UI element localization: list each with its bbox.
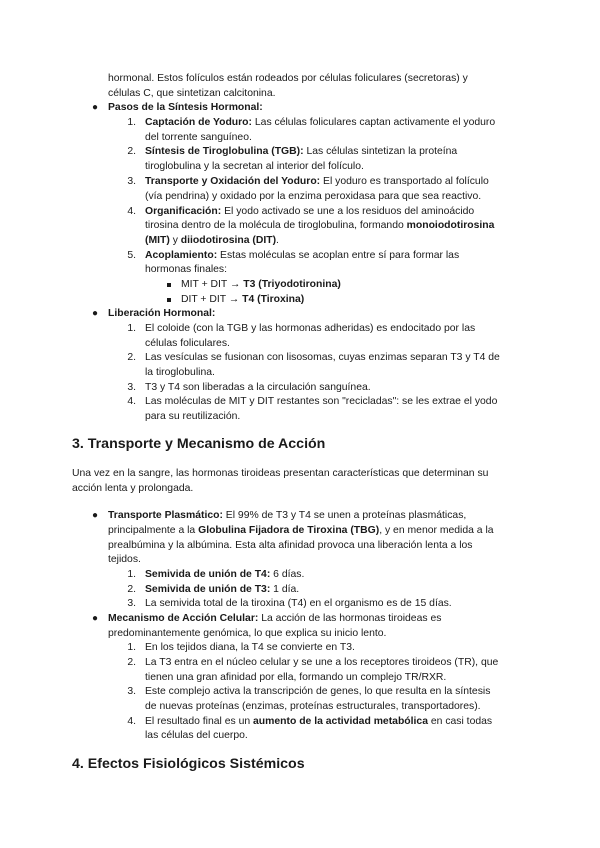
list-item: Las vesículas se fusionan con lisosomas, cuyas enzimas separan T3 y T4 de [145,352,500,363]
list-item: T3 y T4 son liberadas a la circulación sanguínea. [145,382,371,393]
item-text: MIT + DIT → [181,279,244,290]
list-number: 4. [127,206,136,217]
list-item: Las moléculas de MIT y DIT restantes son "recicladas": se les extrae el yodo [145,396,498,407]
item-text: tirosina dentro de la molécula de tiroglobulina, formando [145,220,407,231]
list-number: 2. [127,657,136,668]
list-item-line [145,234,279,248]
bullet-icon: ● [92,510,99,521]
item-label: Mecanismo de Acción Celular: [108,613,259,624]
item-emphasis: aumento de la actividad metabólica [253,716,428,727]
section-heading: 4. Efectos Fisiológicos Sistémicos [72,756,305,772]
list-number: 3. [127,598,136,609]
sub-list-item [181,278,341,292]
list-number: 4. [127,716,136,727]
paragraph-line: Una vez en la sangre, las hormonas tiroideas presentan características que determinan su [72,468,489,479]
list-number: 5. [127,250,136,261]
item-label: Transporte y Oxidación del Yoduro: [145,176,321,187]
item-text: principalmente a la [108,525,199,536]
item-text: El 99% de T3 y T4 se unen a proteínas plasmáticas, [222,510,467,521]
list-item-line: hormonas finales: [145,264,228,275]
list-number: 2. [127,584,136,595]
item-text: en casi todas [427,716,493,727]
item-text: , y en menor medida a la [379,525,494,536]
bullet-item-line [108,524,494,538]
list-item [145,145,457,159]
item-emphasis: (MIT) [145,235,170,246]
bullet-icon: ● [92,613,99,624]
list-title: Liberación Hormonal: [108,308,216,319]
item-text: . [276,235,279,246]
list-item: En los tejidos diana, la T4 se convierte en T3. [145,642,355,653]
list-item [145,249,459,263]
item-label: Semivida de unión de T3: [145,584,271,595]
item-emphasis: T4 (Tiroxina) [242,294,305,305]
item-emphasis: T3 (Triyodotironina) [243,279,341,290]
list-item: La semivida total de la tiroxina (T4) en el organismo es de 15 días. [145,598,452,609]
item-text: El yoduro es transportado al folículo [320,176,489,187]
item-label: Semivida de unión de T4: [145,569,271,580]
list-item [145,583,299,597]
list-number: 4. [127,396,136,407]
list-number: 1. [127,642,136,653]
item-text: 1 día. [270,584,300,595]
list-number: 1. [127,117,136,128]
item-emphasis: diiodotirosina (DIT) [180,235,277,246]
list-number: 2. [127,352,136,363]
bullet-item [108,509,466,523]
bullet-item [108,612,441,626]
item-label: Captación de Yoduro: [145,117,252,128]
item-text: Estas moléculas se acoplan entre sí para formar las [217,250,460,261]
list-item [145,116,495,130]
item-text: 6 días. [270,569,305,580]
paragraph-line: células C, que sintetizan calcitonina. [108,88,276,99]
list-number: 3. [127,382,136,393]
list-item [145,568,304,582]
bullet-item-line: predominantemente genómica, lo que explica su inicio lento. [108,628,387,639]
bullet-icon: ● [92,102,99,113]
item-text: Las células sintetizan la proteína [303,146,458,157]
list-item: La T3 entra en el núcleo celular y se une a los receptores tiroideos (TR), que [145,657,499,668]
list-item-line: de nuevas proteínas (enzimas, proteínas estructurales, transportadores). [145,701,481,712]
item-text: El yodo activado se une a los residuos del aminoácido [221,206,475,217]
list-item: Este complejo activa la transcripción de genes, lo que resulta en la síntesis [145,686,491,697]
list-number: 3. [127,176,136,187]
item-emphasis: monoiodotirosina [406,220,495,231]
bullet-item-line: tejidos. [108,554,141,565]
square-bullet-icon [167,298,171,302]
item-text: y [169,235,181,246]
list-title: Pasos de la Síntesis Hormonal: [108,102,263,113]
list-number: 2. [127,146,136,157]
item-text: DIT + DIT → [181,294,243,305]
list-number: 1. [127,569,136,580]
list-number: 1. [127,323,136,334]
paragraph-line: acción lenta y prolongada. [72,483,194,494]
item-label: Acoplamiento: [145,250,218,261]
item-label: Síntesis de Tiroglobulina (TGB): [145,146,304,157]
item-text: La acción de las hormonas tiroideas es [258,613,442,624]
item-label: Organificación: [145,206,222,217]
list-item-line [145,219,494,233]
paragraph-line: hormonal. Estos folículos están rodeados por células foliculares (secretoras) y [108,73,468,84]
list-item-line: del torrente sanguíneo. [145,132,252,143]
list-item-line: las células del cuerpo. [145,730,248,741]
item-text: Las células foliculares captan activamente el yoduro [252,117,496,128]
item-text: El resultado final es un [145,716,254,727]
bullet-item-line: prealbúmina y la albúmina. Esta alta afinidad provoca una liberación lenta a los [108,540,473,551]
list-item-line: células foliculares. [145,338,230,349]
item-emphasis: Globulina Fijadora de Tiroxina (TBG) [198,525,380,536]
list-item [145,715,492,729]
list-item-line: la tiroglobulina. [145,367,215,378]
list-item: El coloide (con la TGB y las hormonas adheridas) es endocitado por las [145,323,476,334]
list-item-line: (vía pendrina) y oxidado por la enzima peroxidasa para que sea reactivo. [145,191,482,202]
list-number: 3. [127,686,136,697]
list-item-line: para su reutilización. [145,411,241,422]
item-label: Transporte Plasmático: [108,510,223,521]
section-heading: 3. Transporte y Mecanismo de Acción [72,436,326,452]
list-item [145,175,489,189]
list-item-line: tienen una gran afinidad por ella, formando un complejo TR/RXR. [145,672,447,683]
square-bullet-icon [167,283,171,287]
list-item [145,205,474,219]
sub-list-item [181,293,304,307]
bullet-icon: ● [92,308,99,319]
list-item-line: tiroglobulina y la secretan al interior del folículo. [145,161,364,172]
